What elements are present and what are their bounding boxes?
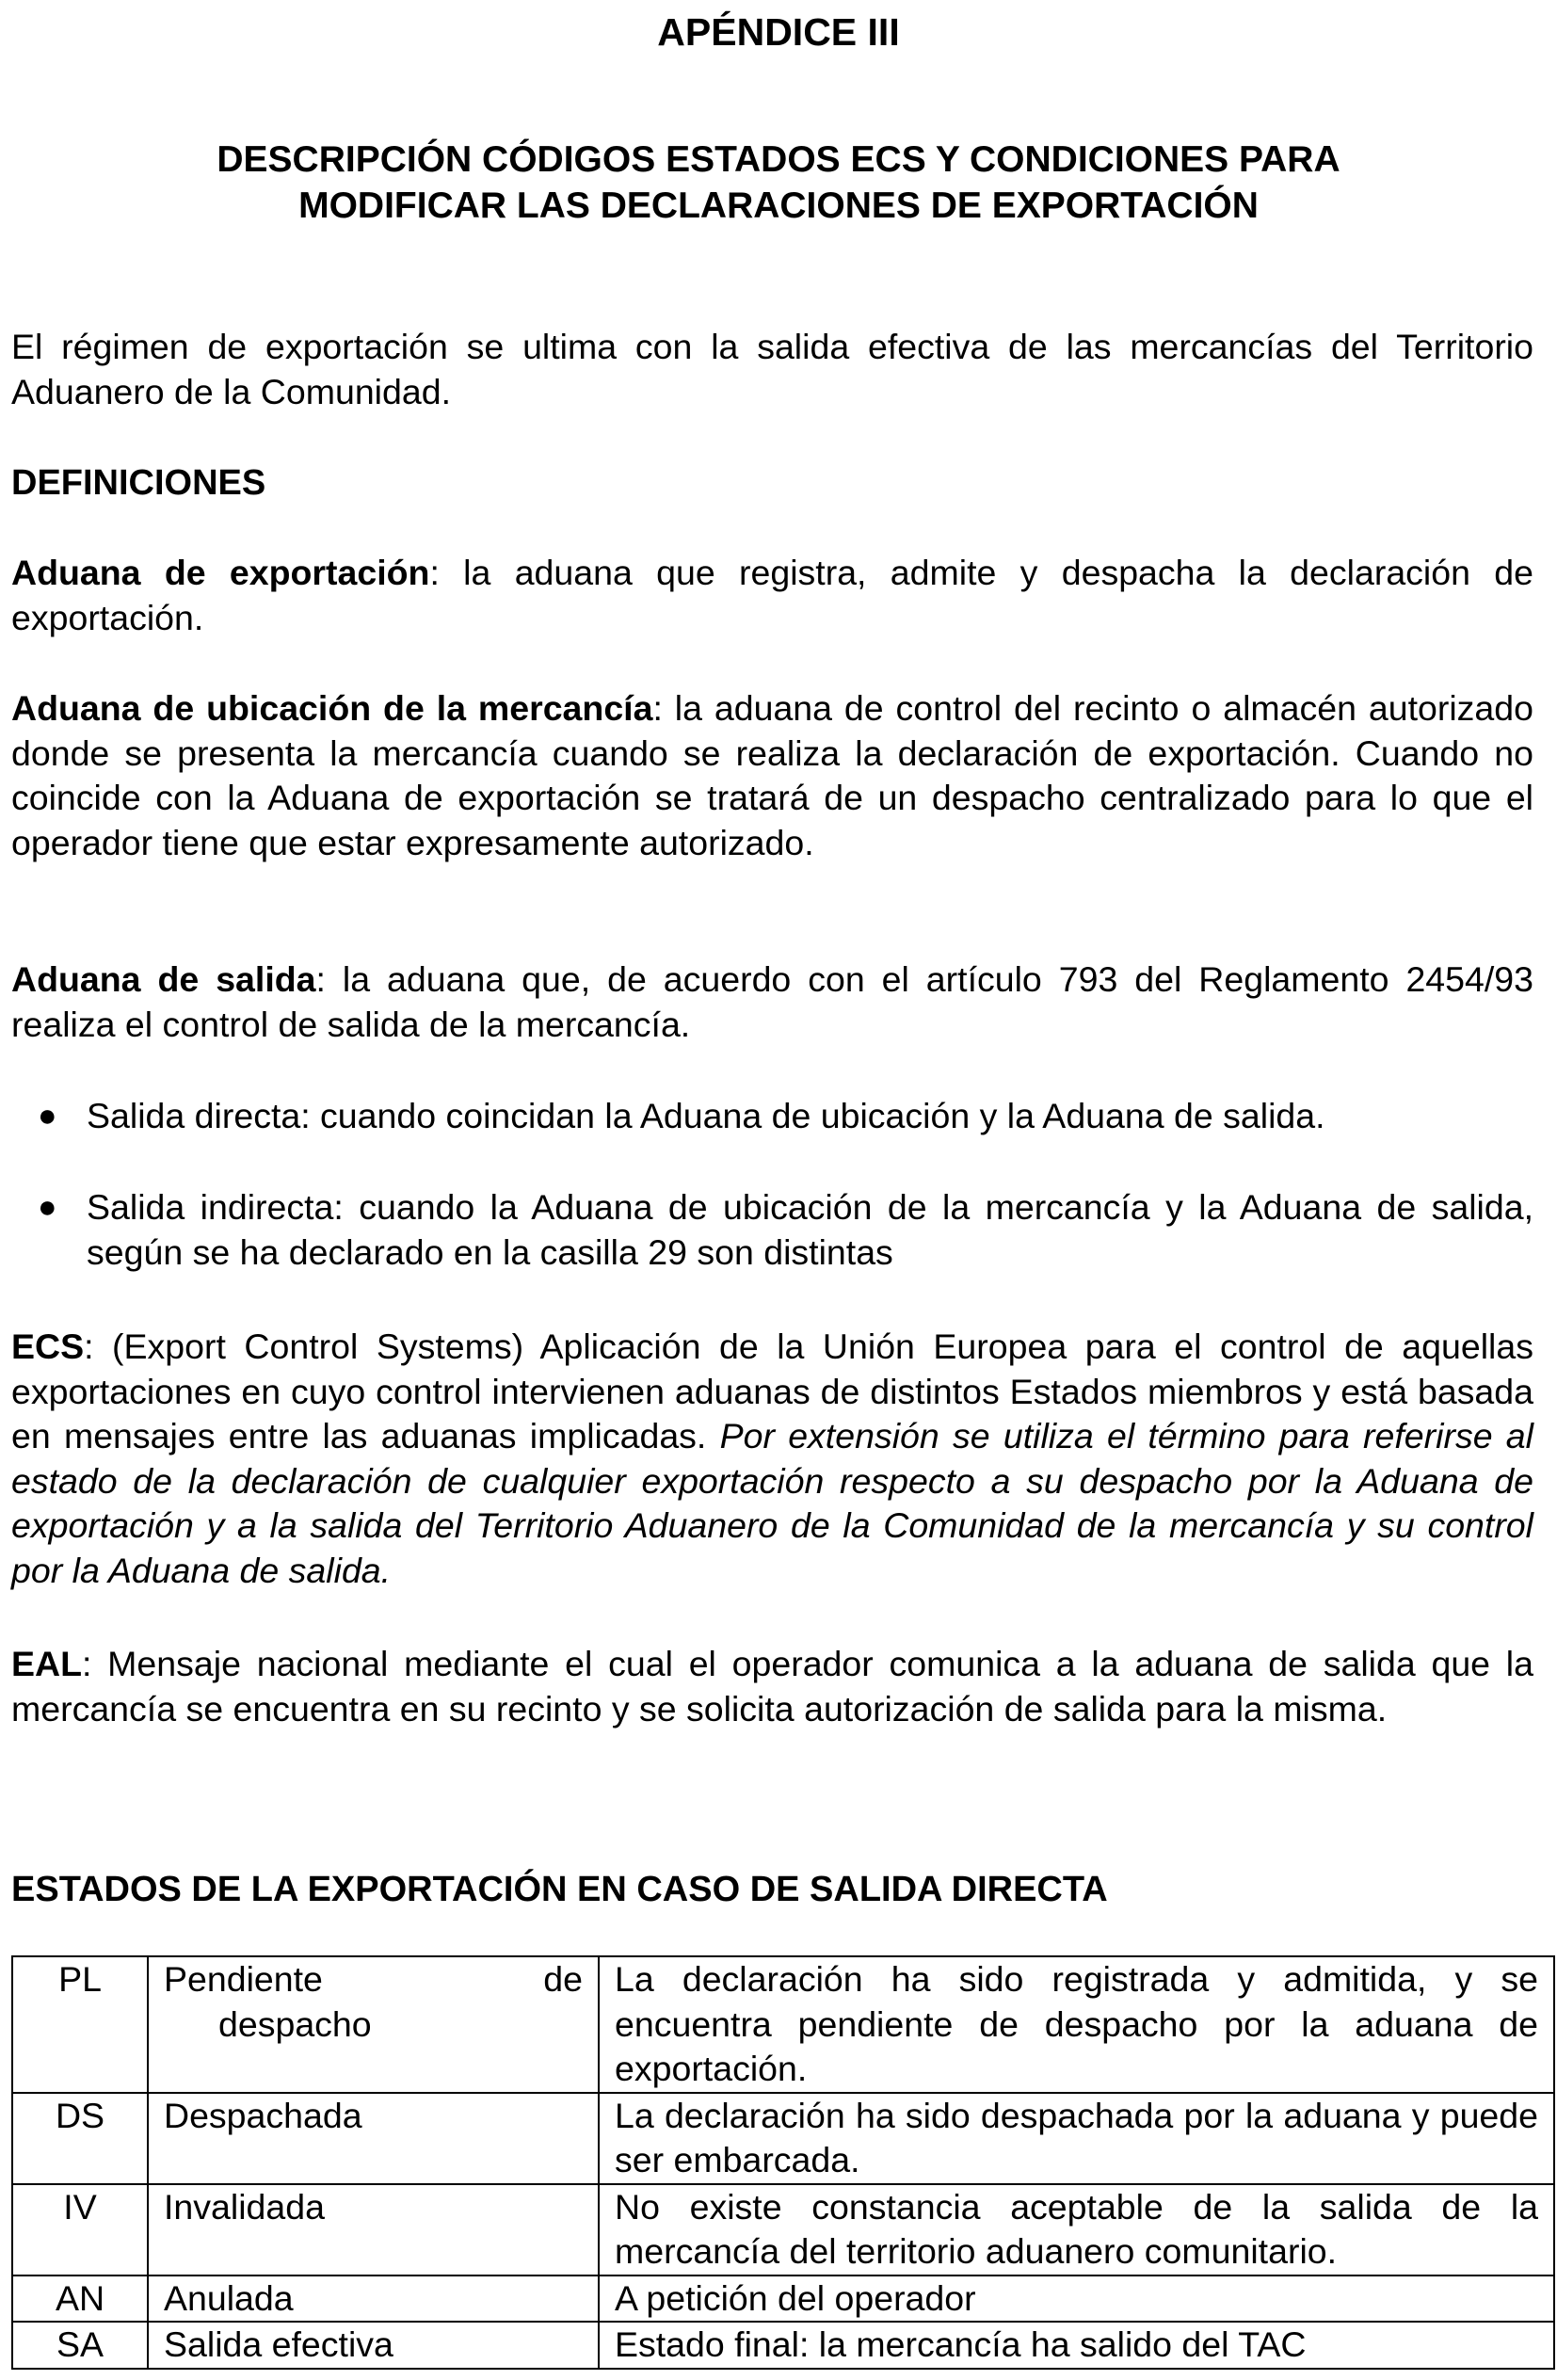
table-row <box>12 2093 1554 2184</box>
subtitle-line-2: MODIFICAR LAS DECLARACIONES DE EXPORTACIÓN <box>298 185 1259 226</box>
state-name-part: Pendiente <box>164 1959 323 1999</box>
definition-aduana-ubicacion <box>11 686 1533 865</box>
state-name: Salida efectiva <box>148 2322 599 2369</box>
definition-eal <box>11 1642 1533 1731</box>
definition-text: : la aduana que registra, admite y despacha la declaración de exportación. <box>11 553 1533 637</box>
definition-text: : Mensaje nacional mediante el cual el operador comunica a la aduana de salida que la mercancía se encuentra en su recinto y se solicita autorización de salida para la misma. <box>11 1644 1533 1729</box>
term-label: EAL <box>11 1644 82 1683</box>
term-label: Aduana de exportación <box>11 553 430 592</box>
state-description: La declaración ha sido registrada y admitida, y se encuentra pendiente de despacho por la aduana de exportación. <box>599 1956 1554 2093</box>
state-code: DS <box>12 2093 148 2184</box>
state-name <box>148 1956 599 2093</box>
state-description: A petición del operador <box>599 2275 1554 2323</box>
definition-text: : (Export Control Systems) Aplicación de la Unión Europea para el control de aquellas exportaciones en cuyo control intervienen aduanas de distintos Estados miembros y está basada en mensajes entre las aduanas implicadas. <box>11 1327 1533 1455</box>
state-description: Estado final: la mercancía ha salido del TAC <box>599 2322 1554 2369</box>
state-name: Despachada <box>148 2093 599 2184</box>
definition-text: : la aduana que, de acuerdo con el artículo 793 del Reglamento 2454/93 realiza el control de salida de la mercancía. <box>11 959 1533 1044</box>
definition-aduana-salida <box>11 957 1533 1047</box>
state-name: Anulada <box>148 2275 599 2323</box>
definition-ecs <box>11 1325 1533 1593</box>
state-name: Invalidada <box>148 2184 599 2275</box>
state-code: SA <box>12 2322 148 2369</box>
states-table <box>11 1955 1555 2370</box>
state-name-part: despacho <box>218 2003 372 2044</box>
bullet-salida-directa: Salida directa: cuando coincidan la Aduana de ubicación y la Aduana de salida. <box>87 1096 1325 1135</box>
term-label: ECS <box>11 1327 85 1366</box>
table-row <box>12 2184 1554 2275</box>
subtitle-line-1: DESCRIPCIÓN CÓDIGOS ESTADOS ECS Y CONDICIONES PARA <box>217 139 1340 180</box>
state-description: La declaración ha sido despachada por la aduana y puede ser embarcada. <box>599 2093 1554 2184</box>
state-code: PL <box>12 1956 148 2093</box>
definition-text: : la aduana de control del recinto o almacén autorizado donde se presenta la mercancía cuando se realiza la declaración de exportación. Cuando no coincide con la Aduana de exportación se tratará de un despacho centralizado para lo que el operador tiene que estar expresamente autorizado. <box>11 688 1533 862</box>
state-code: IV <box>12 2184 148 2275</box>
table-row <box>12 1956 1554 2093</box>
term-label: Aduana de ubicación de la mercancía <box>11 688 653 728</box>
table-row <box>12 2322 1554 2369</box>
bullet-icon: ● <box>38 1189 57 1225</box>
table-row <box>12 2275 1554 2323</box>
state-code: AN <box>12 2275 148 2323</box>
definitions-heading: DEFINICIONES <box>11 463 266 503</box>
intro-paragraph: El régimen de exportación se ultima con la salida efectiva de las mercancías del Territorio Aduanero de la Comunidad. <box>11 327 1533 411</box>
bullet-icon: ● <box>38 1098 57 1134</box>
bullet-salida-indirecta: Salida indirecta: cuando la Aduana de ubicación de la mercancía y la Aduana de salida, según se ha declarado en la casilla 29 son distintas <box>87 1187 1533 1272</box>
term-label: Aduana de salida <box>11 959 316 999</box>
page-title: APÉNDICE III <box>657 10 900 54</box>
definition-aduana-exportacion <box>11 551 1533 640</box>
states-heading: ESTADOS DE LA EXPORTACIÓN EN CASO DE SALIDA DIRECTA <box>11 1870 1108 1909</box>
state-name-part: de <box>543 1959 583 1999</box>
state-description: No existe constancia aceptable de la salida de la mercancía del territorio aduanero comunitario. <box>599 2184 1554 2275</box>
definition-italic-text: Por extensión se utiliza el término para referirse al estado de la declaración de cualquier exportación respecto a su despacho por la Aduana de exportación y a la salida del Territorio Aduanero de la Comunidad de la mercancía y su control por la Aduana de salida. <box>11 1416 1533 1590</box>
